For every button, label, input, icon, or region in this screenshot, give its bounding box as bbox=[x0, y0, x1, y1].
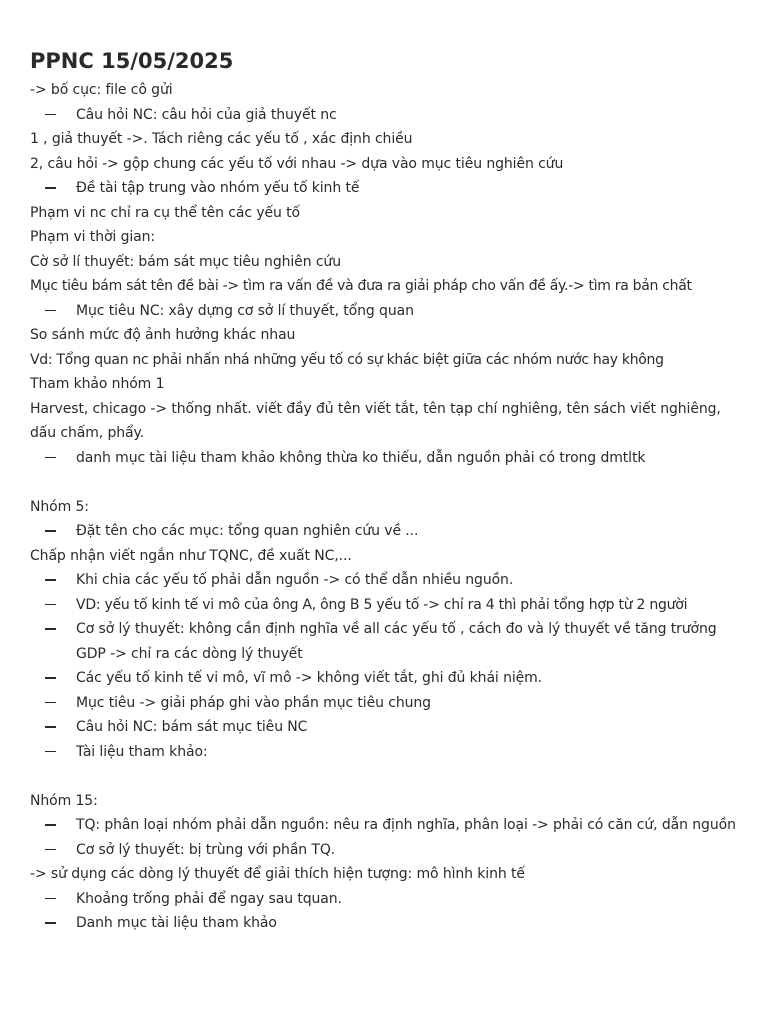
bullet-text: VD: yếu tố kinh tế vi mô của ông A, ông B 5 yếu tố -> chỉ ra 4 thì phải tổng hợp từ 2 người bbox=[76, 596, 688, 613]
bullet-item bbox=[30, 887, 740, 912]
bullet-item bbox=[30, 691, 740, 716]
bullet-item bbox=[30, 446, 740, 471]
bullet-item bbox=[30, 568, 740, 593]
note-title: PPNC 15/05/2025 bbox=[30, 49, 234, 73]
bullet-item bbox=[30, 176, 740, 201]
bullet-text: TQ: phân loại nhóm phải dẫn nguồn: nêu ra định nghĩa, phân loại -> phải có căn cứ, dẫn nguồn bbox=[76, 817, 736, 833]
bullet-item bbox=[30, 617, 740, 666]
bullet-item bbox=[30, 838, 740, 863]
blank-line bbox=[30, 764, 738, 789]
text-line: Mục tiêu bám sát tên đề bài -> tìm ra vấn đề và đưa ra giải pháp cho vấn đề ấy.-> tìm ra bản chất bbox=[30, 278, 692, 294]
text-line: Chấp nhận viết ngắn như TQNC, đề xuất NC,... bbox=[30, 547, 352, 564]
bullet-text: Đề tài tập trung vào nhóm yếu tố kinh tế bbox=[76, 180, 360, 196]
bullet-text: Cơ sở lý thuyết: không cần định nghĩa về all các yếu tố , cách đo và lý thuyết về tăng trưởng GDP -> chỉ ra các dòng lý thuyết bbox=[76, 621, 717, 662]
text-line: 1 , giả thuyết ->. Tách riêng các yếu tố , xác định chiều bbox=[30, 131, 413, 147]
bullet-text: Khoảng trống phải để ngay sau tquan. bbox=[76, 890, 342, 907]
bullet-text: Mục tiêu NC: xây dựng cơ sở lí thuyết, tổng quan bbox=[76, 302, 414, 319]
bullet-text: danh mục tài liệu tham khảo không thừa ko thiếu, dẫn nguồn phải có trong dmtltk bbox=[76, 449, 646, 466]
bullet-text: Các yếu tố kinh tế vi mô, vĩ mô -> không viết tắt, ghi đủ khái niệm. bbox=[76, 670, 543, 686]
bullet-text: Tài liệu tham khảo: bbox=[76, 743, 208, 760]
bullet-item bbox=[30, 593, 740, 618]
group-heading: Nhóm 15: bbox=[30, 792, 98, 809]
text-line: Vd: Tổng quan nc phải nhấn nhá những yếu tố có sự khác biệt giữa các nhóm nước hay không bbox=[30, 351, 664, 368]
bullet-text: Đặt tên cho các mục: tổng quan nghiên cứu về ... bbox=[76, 523, 419, 539]
bullet-item bbox=[30, 299, 740, 324]
text-line: -> sử dụng các dòng lý thuyết để giải thích hiện tượng: mô hình kinh tế bbox=[30, 866, 525, 882]
bullet-item bbox=[30, 813, 740, 838]
blank-line bbox=[30, 470, 738, 495]
text-line: Cờ sở lí thuyết: bám sát mục tiêu nghiên cứu bbox=[30, 253, 341, 270]
group-heading: Nhóm 5: bbox=[30, 498, 89, 515]
bullet-text: Danh mục tài liệu tham khảo bbox=[76, 915, 277, 931]
bullet-text: Mục tiêu -> giải pháp ghi vào phần mục tiêu chung bbox=[76, 694, 431, 711]
text-line: So sánh mức độ ảnh hưởng khác nhau bbox=[30, 327, 296, 343]
bullet-text: Khi chia các yếu tố phải dẫn nguồn -> có thể dẫn nhiều nguồn. bbox=[76, 572, 514, 588]
bullet-item bbox=[30, 519, 740, 544]
bullet-item bbox=[30, 103, 740, 128]
bullet-item bbox=[30, 740, 740, 765]
bullet-text: Cơ sở lý thuyết: bị trùng với phần TQ. bbox=[76, 841, 336, 858]
bullet-text: Câu hỏi NC: câu hỏi của giả thuyết nc bbox=[76, 106, 337, 123]
text-line: Phạm vi nc chỉ ra cụ thể tên các yếu tố bbox=[30, 204, 300, 221]
text-line: -> bố cục: file cô gửi bbox=[30, 82, 173, 98]
text-paragraph: Harvest, chicago -> thống nhất. viết đầy đủ tên viết tắt, tên tạp chí nghiêng, tên sách viết nghiêng, dấu chấm, phẩy. bbox=[30, 400, 721, 441]
bullet-item bbox=[30, 715, 740, 740]
text-line: Tham khảo nhóm 1 bbox=[30, 376, 165, 392]
bullet-item bbox=[30, 666, 740, 691]
bullet-item bbox=[30, 911, 740, 936]
text-line: 2, câu hỏi -> gộp chung các yếu tố với nhau -> dựa vào mục tiêu nghiên cứu bbox=[30, 155, 564, 172]
bullet-text: Câu hỏi NC: bám sát mục tiêu NC bbox=[76, 719, 308, 735]
text-line: Phạm vi thời gian: bbox=[30, 229, 156, 245]
